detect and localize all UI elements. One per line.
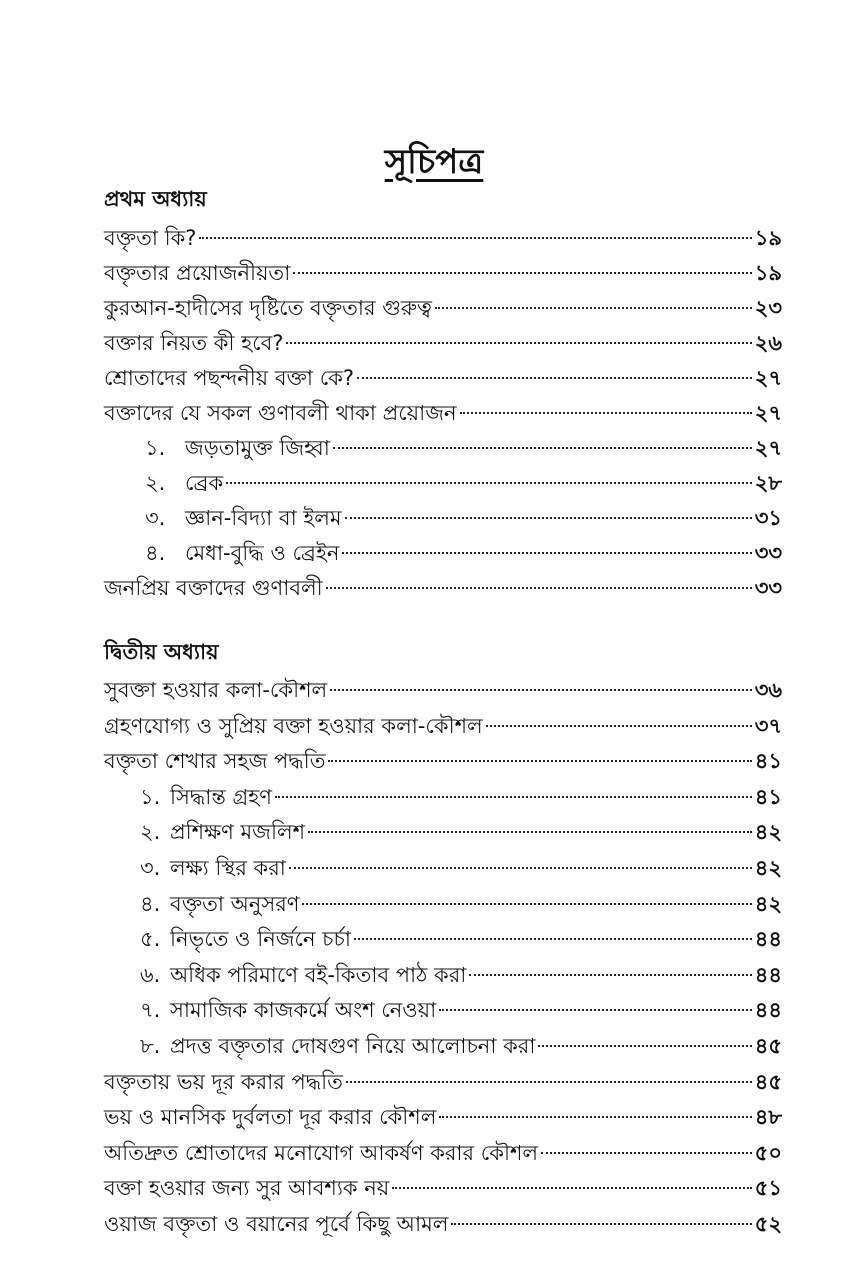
- entry-page-number: ৩৬: [754, 678, 782, 702]
- entry-title: সামাজিক কাজকর্মে অংশ নেওয়া: [170, 998, 437, 1023]
- entry-page-number: ৩৩: [754, 541, 782, 565]
- entry-page-number: ২৩: [754, 296, 782, 320]
- entry-number: ২.: [145, 471, 166, 495]
- entry-title: ভয় ও মানসিক দুর্বলতা দূর করার কৌশল: [104, 1105, 437, 1130]
- toc-entry: [104, 1068, 782, 1096]
- entry-title: বক্তৃতায় ভয় দূর করার পদ্ধতি: [104, 1069, 343, 1094]
- entry-page-number: ৫১: [754, 1176, 782, 1201]
- entry-title: ওয়াজ বক্তৃতা ও বয়ানের পূর্বে কিছু আমল: [104, 1212, 449, 1236]
- toc-entry: [145, 504, 782, 532]
- entry-number: ৬.: [140, 962, 161, 987]
- toc-entry: [104, 574, 782, 602]
- toc-entry: [140, 925, 782, 953]
- entry-page-number: ৪২: [754, 891, 782, 916]
- toc-entry: [140, 1032, 782, 1060]
- dot-leader: [392, 1187, 752, 1189]
- entry-number: ৮.: [140, 1034, 161, 1058]
- dot-leader: [451, 1223, 751, 1225]
- entry-page-number: ৪১: [754, 784, 782, 809]
- toc-entry: [140, 996, 782, 1024]
- entry-number: ৪.: [140, 891, 161, 916]
- entry-title: জড়তামুক্ত জিহ্বা: [185, 436, 330, 460]
- dot-leader: [354, 938, 752, 940]
- entry-number: ৫.: [140, 927, 161, 952]
- entry-title: বক্তার নিয়ত কী হবে?: [104, 331, 284, 355]
- dot-leader: [289, 867, 752, 869]
- dot-leader: [439, 1116, 751, 1118]
- dot-leader: [226, 482, 752, 484]
- entry-title: বক্তাদের যে সকল গুণাবলী থাকা প্রয়োজন: [104, 401, 457, 425]
- toc-entry: [104, 1210, 782, 1238]
- toc-entry: [104, 259, 782, 287]
- toc-entry: [104, 1103, 782, 1131]
- entry-page-number: ৪৮: [754, 1105, 782, 1130]
- dot-leader: [435, 307, 752, 309]
- dot-leader: [286, 342, 751, 344]
- chapter1-heading: প্রথম অধ্যায়: [104, 187, 207, 211]
- entry-title: গ্রহণযোগ্য ও সুপ্রিয় বক্তা হওয়ার কলা-কৌশল: [104, 713, 483, 738]
- dot-leader: [275, 796, 752, 798]
- dot-leader: [342, 552, 751, 554]
- entry-title: লক্ষ্য স্থির করা: [170, 856, 286, 880]
- dot-leader: [469, 974, 751, 976]
- toc-entry: [104, 676, 782, 704]
- entry-title: অতিদ্রুত শ্রোতাদের মনোযোগ আকর্ষণ করার কৌশল: [104, 1140, 539, 1165]
- entry-page-number: ৫২: [754, 1212, 782, 1236]
- dot-leader: [541, 1152, 752, 1154]
- toc-entry: [104, 747, 782, 775]
- toc-entry: [104, 364, 782, 392]
- entry-page-number: ৪২: [754, 820, 782, 845]
- dot-leader: [345, 517, 752, 519]
- entry-page-number: ১৯: [754, 226, 782, 250]
- toc-entry: [104, 1174, 782, 1202]
- entry-number: ৩.: [145, 506, 166, 530]
- entry-title: নিভৃতে ও নির্জনে চর্চা: [170, 927, 351, 952]
- dot-leader: [302, 903, 751, 905]
- entry-page-number: ৪৫: [754, 1034, 782, 1058]
- entry-number: ৭.: [140, 998, 161, 1023]
- entry-title: বক্তৃতা কি?: [104, 226, 197, 250]
- entry-title: বক্তৃতা অনুসরণ: [170, 891, 300, 916]
- entry-title: জ্ঞান-বিদ্যা বা ইলম: [185, 506, 342, 530]
- entry-title: ব্রেক: [185, 471, 224, 495]
- dot-leader: [326, 587, 752, 589]
- entry-page-number: ৪৪: [754, 927, 782, 952]
- toc-entry: [140, 961, 782, 989]
- entry-page-number: ৪৪: [754, 998, 782, 1023]
- entry-title: সিদ্ধান্ত গ্রহণ: [170, 784, 272, 809]
- entry-page-number: ২৭: [754, 401, 782, 425]
- entry-title: প্রদত্ত বক্তৃতার দোষগুণ নিয়ে আলোচনা করা: [170, 1034, 536, 1058]
- toc-entry: [140, 890, 782, 918]
- toc-entry: [104, 399, 782, 427]
- dot-leader: [460, 412, 752, 414]
- entry-number: ১.: [145, 436, 166, 460]
- entry-page-number: ২৭: [754, 366, 782, 390]
- toc-entry: [145, 539, 782, 567]
- dot-leader: [439, 1009, 752, 1011]
- entry-title: বক্তা হওয়ার জন্য সুর আবশ্যক নয়: [104, 1176, 390, 1201]
- entry-page-number: ৪১: [754, 749, 782, 774]
- entry-title: বক্তৃতার প্রয়োজনীয়তা: [104, 261, 291, 285]
- toc-entry: [104, 294, 782, 322]
- entry-page-number: ৪৪: [754, 962, 782, 987]
- toc-entry: [104, 712, 782, 740]
- entry-number: ৩.: [140, 856, 161, 880]
- entry-page-number: ৩৭: [754, 713, 782, 738]
- dot-leader: [328, 760, 751, 762]
- chapter2-heading: দ্বিতীয় অধ্যায়: [104, 640, 219, 664]
- toc-entry: [140, 854, 782, 882]
- entry-title: মেধা-বুদ্ধি ও ব্রেইন: [185, 541, 340, 565]
- entry-page-number: ৫০: [754, 1140, 782, 1165]
- entry-title: প্রশিক্ষণ মজলিশ: [170, 820, 306, 845]
- entry-title: কুরআন-হাদীসের দৃষ্টিতে বক্তৃতার গুরুত্ব: [104, 296, 432, 320]
- entry-title: সুবক্তা হওয়ার কলা-কৌশল: [104, 678, 328, 702]
- toc-entry: [140, 818, 782, 846]
- dot-leader: [293, 272, 751, 274]
- entry-title: অধিক পরিমাণে বই-কিতাব পাঠ করা: [170, 962, 467, 987]
- dot-leader: [330, 689, 751, 691]
- entry-page-number: ২৮: [754, 471, 782, 495]
- dot-leader: [346, 1081, 752, 1083]
- page-title: সূচিপত্র: [384, 142, 484, 182]
- entry-title: বক্তৃতা শেখার সহজ পদ্ধতি: [104, 749, 326, 774]
- entry-number: ৪.: [145, 541, 166, 565]
- entry-page-number: ৩৩: [754, 576, 782, 600]
- toc-entry: [140, 783, 782, 811]
- entry-page-number: ২৬: [754, 331, 782, 355]
- entry-title: জনপ্রিয় বক্তাদের গুণাবলী: [104, 576, 323, 600]
- entry-number: ২.: [140, 820, 161, 845]
- dot-leader: [486, 725, 752, 727]
- entry-page-number: ১৯: [754, 261, 782, 285]
- toc-entry: [145, 469, 782, 497]
- toc-entry: [104, 1139, 782, 1167]
- entry-number: ১.: [140, 784, 161, 809]
- entry-page-number: ৪২: [754, 856, 782, 880]
- entry-page-number: ৪৫: [754, 1069, 782, 1094]
- dot-leader: [308, 831, 752, 833]
- toc-entry: [104, 329, 782, 357]
- dot-leader: [199, 237, 751, 239]
- dot-leader: [357, 377, 752, 379]
- entry-title: শ্রোতাদের পছন্দনীয় বক্তা কে?: [104, 366, 355, 390]
- entry-page-number: ২৭: [754, 436, 782, 460]
- dot-leader: [333, 447, 752, 449]
- dot-leader: [538, 1045, 751, 1047]
- toc-entry: [145, 434, 782, 462]
- toc-entry: [104, 224, 782, 252]
- entry-page-number: ৩১: [754, 506, 782, 530]
